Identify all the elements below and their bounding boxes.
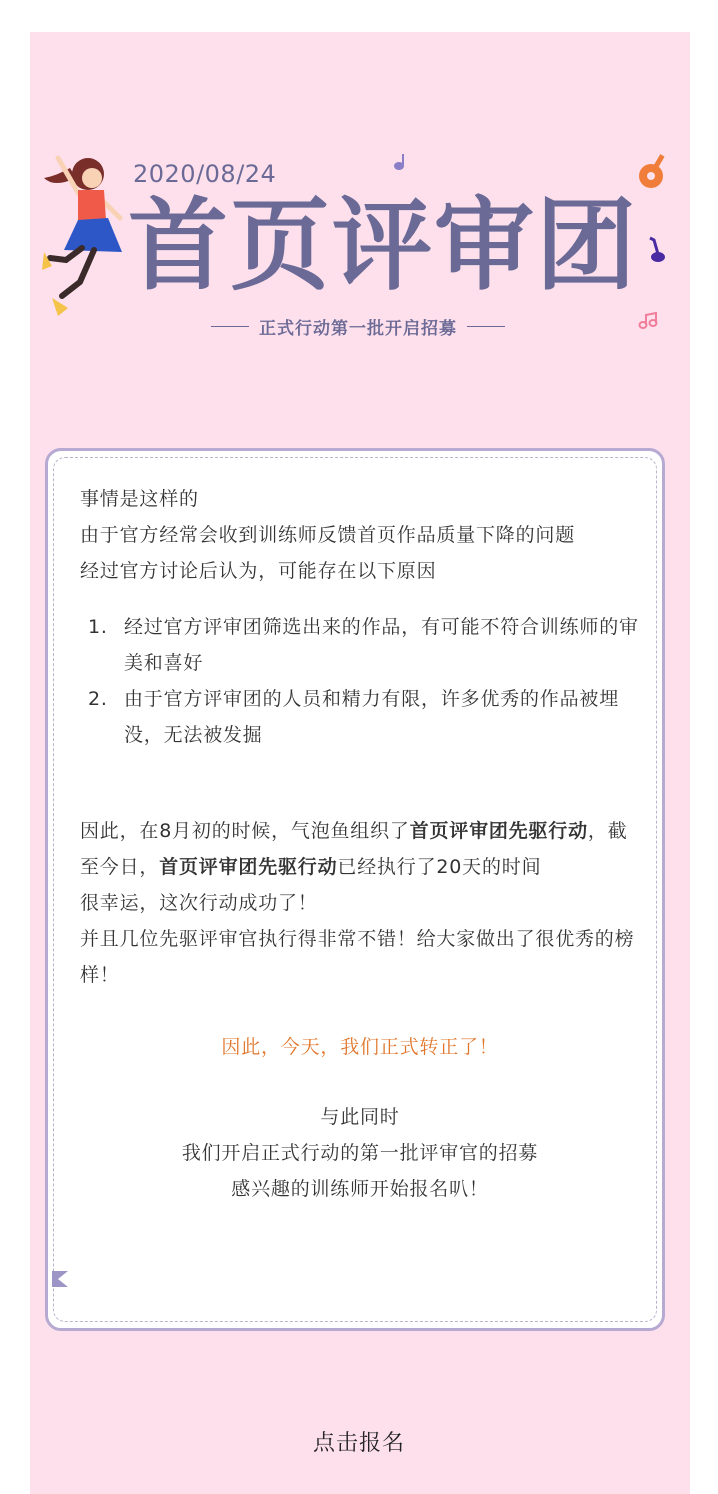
music-note-icon: [393, 152, 407, 172]
story-text: 因此，在8月初的时候，气泡鱼组织了: [80, 820, 410, 842]
list-item: [80, 681, 640, 753]
announce-line: 感兴趣的训练师开始报名叭！: [231, 1178, 489, 1200]
story-text: ，截至今日，: [80, 820, 628, 878]
list-number: 2.: [88, 688, 108, 710]
intro-line: 经过官方讨论后认为，可能存在以下原因: [80, 560, 437, 582]
flag-icon: [52, 1271, 68, 1287]
intro-line: 事情是这样的: [80, 488, 199, 510]
divider: [467, 326, 505, 327]
list-text: 由于官方评审团的人员和精力有限，许多优秀的作品被埋没，无法被发掘: [124, 688, 620, 746]
double-note-icon: [638, 312, 658, 330]
story-paragraph: [80, 813, 640, 885]
list-text: 经过官方评审团筛选出来的作品，有可能不符合训练师的审美和喜好: [124, 616, 639, 674]
guitar-icon: [636, 152, 672, 192]
intro-line: 由于官方经常会收到训练师反馈首页作品质量下降的问题: [80, 524, 576, 546]
story-paragraph: 很幸运，这次行动成功了！: [80, 892, 318, 914]
highlight-text: 因此，今天，我们正式转正了！: [221, 1036, 499, 1058]
article-body: [80, 481, 640, 1207]
story-text: 已经执行了20天的时间: [337, 856, 542, 878]
announce-line: 与此同时: [320, 1106, 400, 1128]
story-paragraph: 并且几位先驱评审官执行得非常不错！给大家做出了很优秀的榜样！: [80, 928, 635, 986]
list-item: [80, 609, 640, 681]
dancing-girl-illustration: [36, 148, 128, 326]
list-number: 1.: [88, 616, 108, 638]
subtitle: 正式行动第一批开启招募: [259, 318, 457, 339]
bass-note-icon: [646, 236, 668, 264]
post-date: 2020/08/24: [133, 160, 277, 188]
bold-term: 首页评审团先驱行动: [409, 820, 588, 842]
reason-list: [80, 609, 640, 753]
page-title: 首页评审团: [128, 187, 638, 304]
signup-link[interactable]: 点击报名: [312, 1431, 405, 1456]
subtitle-bar: [190, 314, 526, 338]
divider: [211, 326, 249, 327]
bold-term: 首页评审团先驱行动: [159, 856, 338, 878]
announce-line: 我们开启正式行动的第一批评审官的招募: [181, 1142, 539, 1164]
